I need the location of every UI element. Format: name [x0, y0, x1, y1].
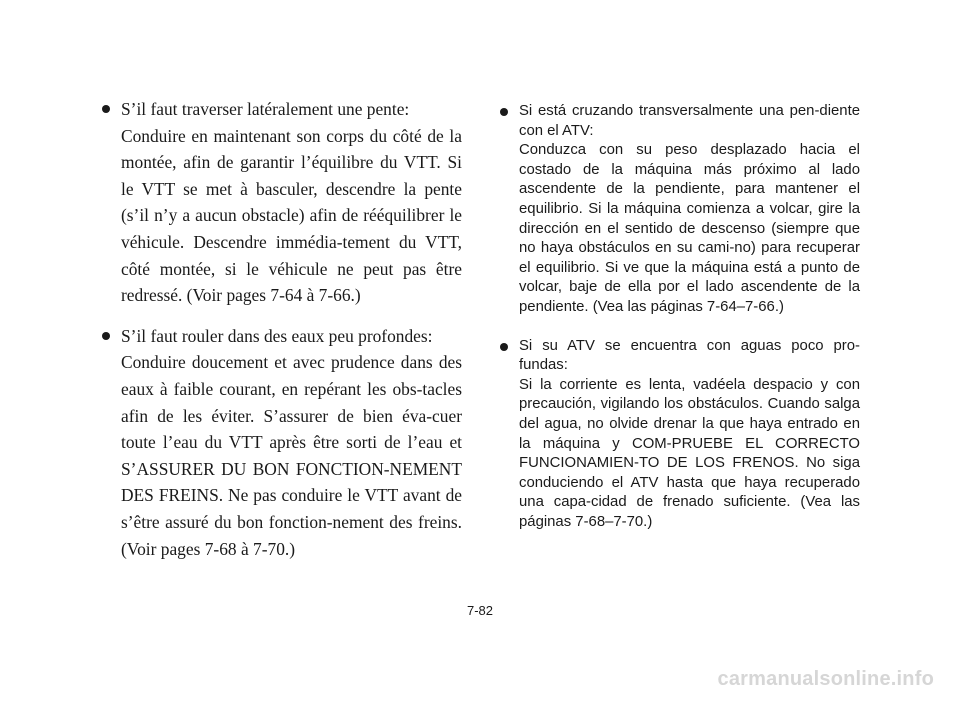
spanish-item-heading: Si su ATV se encuentra con aguas poco pro-fundas:: [519, 337, 860, 374]
spanish-column: [498, 102, 860, 532]
bullet-icon: [102, 332, 110, 340]
french-item-heading: S’il faut rouler dans des eaux peu profondes:: [121, 325, 433, 346]
page-number: 7-82: [466, 603, 494, 618]
bullet-icon: [102, 105, 110, 113]
bullet-icon: [500, 343, 508, 351]
french-column: [100, 96, 462, 562]
spanish-item-shallow-water: [498, 337, 860, 533]
french-item-heading: S’il faut traverser latéralement une pente:: [121, 99, 410, 119]
spanish-item-body: Si la corriente es lenta, vadéela despacio y con precaución, vigilando los obstáculos. Cuando salga del agua, no olvide drenar la que haya entrado en la máquina y COM-PRUEBE EL CORRECTO FUNCIONAMIEN-TO DE LOS FRENOS. No siga conduciendo el ATV hasta que haya recuperado una capa-cidad de frenado suficiente. (Vea las páginas 7-68–7-70.): [519, 376, 860, 530]
spanish-item-body: Conduzca con su peso desplazado hacia el costado de la máquina más próximo al lado ascendente de la pendiente, para mantener el equilibrio. Si la máquina comienza a volcar, gire la dirección en el sentido de descenso (siempre que no haya obstáculos en su cami-no) para recuperar el equilibrio. Si ve que la máquina está a punto de volcar, baje de ella por el lado ascendente de la pendiente. (Vea las páginas 7-64–7-66.): [519, 142, 860, 315]
french-item-shallow-water: [100, 323, 462, 562]
french-item-body: Conduire doucement et avec prudence dans des eaux à faible courant, en repérant les obs-tacles afin de les éviter. S’assurer de bien éva-cuer toute l’eau du VTT après être sorti de l’eau et S’ASSURER DU BON FONCTION-NEMENT DES FREINS. Ne pas conduire le VTT avant de s’être assuré du bon fonction-nement des freins. (Voir pages 7-68 à 7-70.): [121, 352, 462, 559]
spanish-item-heading: Si está cruzando transversalmente una pen-diente con el ATV:: [519, 103, 860, 139]
watermark: carmanualsonline.info: [717, 668, 934, 690]
bullet-icon: [500, 108, 508, 116]
french-item-side-slope: [100, 96, 462, 309]
french-item-body: Conduire en maintenant son corps du côté de la montée, afin de garantir l’équilibre du VTT. Si le VTT se met à basculer, descendre la pente (s’il n’y a aucun obstacle) afin de rééquilibrer le véhicule. Descendre immédia-tement du VTT, côté montée, si le véhicule ne peut pas être redressé. (Voir pages 7-64 à 7-66.): [121, 125, 462, 306]
spanish-item-side-slope: [498, 102, 860, 318]
